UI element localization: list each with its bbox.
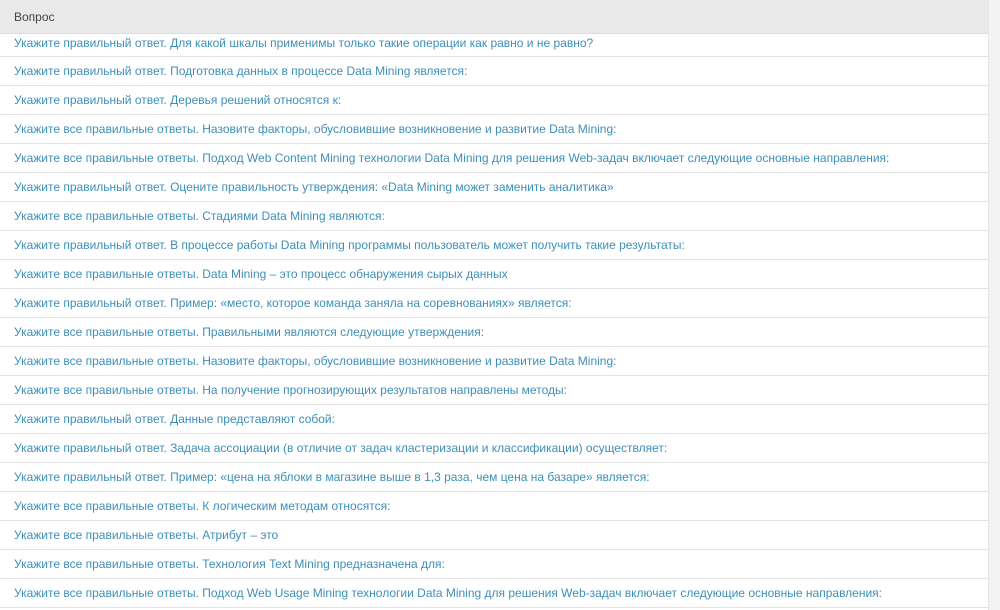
question-link[interactable]: Укажите все правильные ответы. Подход Web Content Mining технологии Data Mining для решения Web-задач включает следующие основные направления: <box>14 151 890 165</box>
question-link[interactable]: Укажите все правильные ответы. Подход Web Usage Mining технологии Data Mining для решения Web-задач включает следующие основные направления: <box>14 586 883 600</box>
question-link[interactable]: Укажите все правильные ответы. Технология Text Mining предназначена для: <box>14 557 445 571</box>
table-row <box>0 231 988 260</box>
question-link[interactable]: Укажите все правильные ответы. Стадиями Data Mining являются: <box>14 209 385 223</box>
question-link[interactable]: Укажите правильный ответ. Оцените правильность утверждения: «Data Mining может заменить аналитика» <box>14 180 614 194</box>
table-row <box>0 492 988 521</box>
table-body <box>0 34 988 608</box>
question-link[interactable]: Укажите правильный ответ. Задача ассоциации (в отличие от задач кластеризации и классификации) осуществляет: <box>14 441 668 455</box>
question-link[interactable]: Укажите правильный ответ. Данные представляют собой: <box>14 412 335 426</box>
table-row <box>0 347 988 376</box>
question-link[interactable]: Укажите все правильные ответы. Data Mining – это процесс обнаружения сырых данных <box>14 267 508 281</box>
table-row <box>0 260 988 289</box>
table-row <box>0 579 988 608</box>
question-link[interactable]: Укажите все правильные ответы. Назовите факторы, обусловившие возникновение и развитие Data Mining: <box>14 122 617 136</box>
table-row <box>0 550 988 579</box>
question-link[interactable]: Укажите правильный ответ. Деревья решений относятся к: <box>14 93 342 107</box>
table-row <box>0 289 988 318</box>
table-row <box>0 405 988 434</box>
question-link[interactable]: Укажите правильный ответ. Подготовка данных в процессе Data Mining является: <box>14 64 468 78</box>
table-row <box>0 34 988 57</box>
table-row <box>0 115 988 144</box>
column-header-label: Вопрос <box>14 9 55 24</box>
table-row <box>0 434 988 463</box>
table-row <box>0 86 988 115</box>
table-row <box>0 144 988 173</box>
question-link[interactable]: Укажите все правильные ответы. На получение прогнозирующих результатов направлены методы: <box>14 383 567 397</box>
question-link[interactable]: Укажите правильный ответ. Пример: «место, которое команда заняла на соревнованиях» является: <box>14 296 572 310</box>
table-row <box>0 463 988 492</box>
table-row <box>0 202 988 231</box>
table-row <box>0 376 988 405</box>
question-link[interactable]: Укажите все правильные ответы. Правильными являются следующие утверждения: <box>14 325 485 339</box>
question-link[interactable]: Укажите все правильные ответы. Назовите факторы, обусловившие возникновение и развитие Data Mining: <box>14 354 617 368</box>
scrollbar-track[interactable] <box>989 0 1000 610</box>
question-link[interactable]: Укажите все правильные ответы. Атрибут – это <box>14 528 279 542</box>
table-row <box>0 173 988 202</box>
column-header-question <box>0 0 988 34</box>
table-row <box>0 57 988 86</box>
question-link[interactable]: Укажите все правильные ответы. К логическим методам относятся: <box>14 499 391 513</box>
question-link[interactable]: Укажите правильный ответ. В процессе работы Data Mining программы пользователь может получить такие результаты: <box>14 238 685 252</box>
table-row <box>0 521 988 550</box>
question-link[interactable]: Укажите правильный ответ. Для какой шкалы применимы только такие операции как равно и не равно? <box>14 36 594 50</box>
table-row <box>0 318 988 347</box>
question-link[interactable]: Укажите правильный ответ. Пример: «цена на яблоки в магазине выше в 1,3 раза, чем цена на базаре» является: <box>14 470 650 484</box>
